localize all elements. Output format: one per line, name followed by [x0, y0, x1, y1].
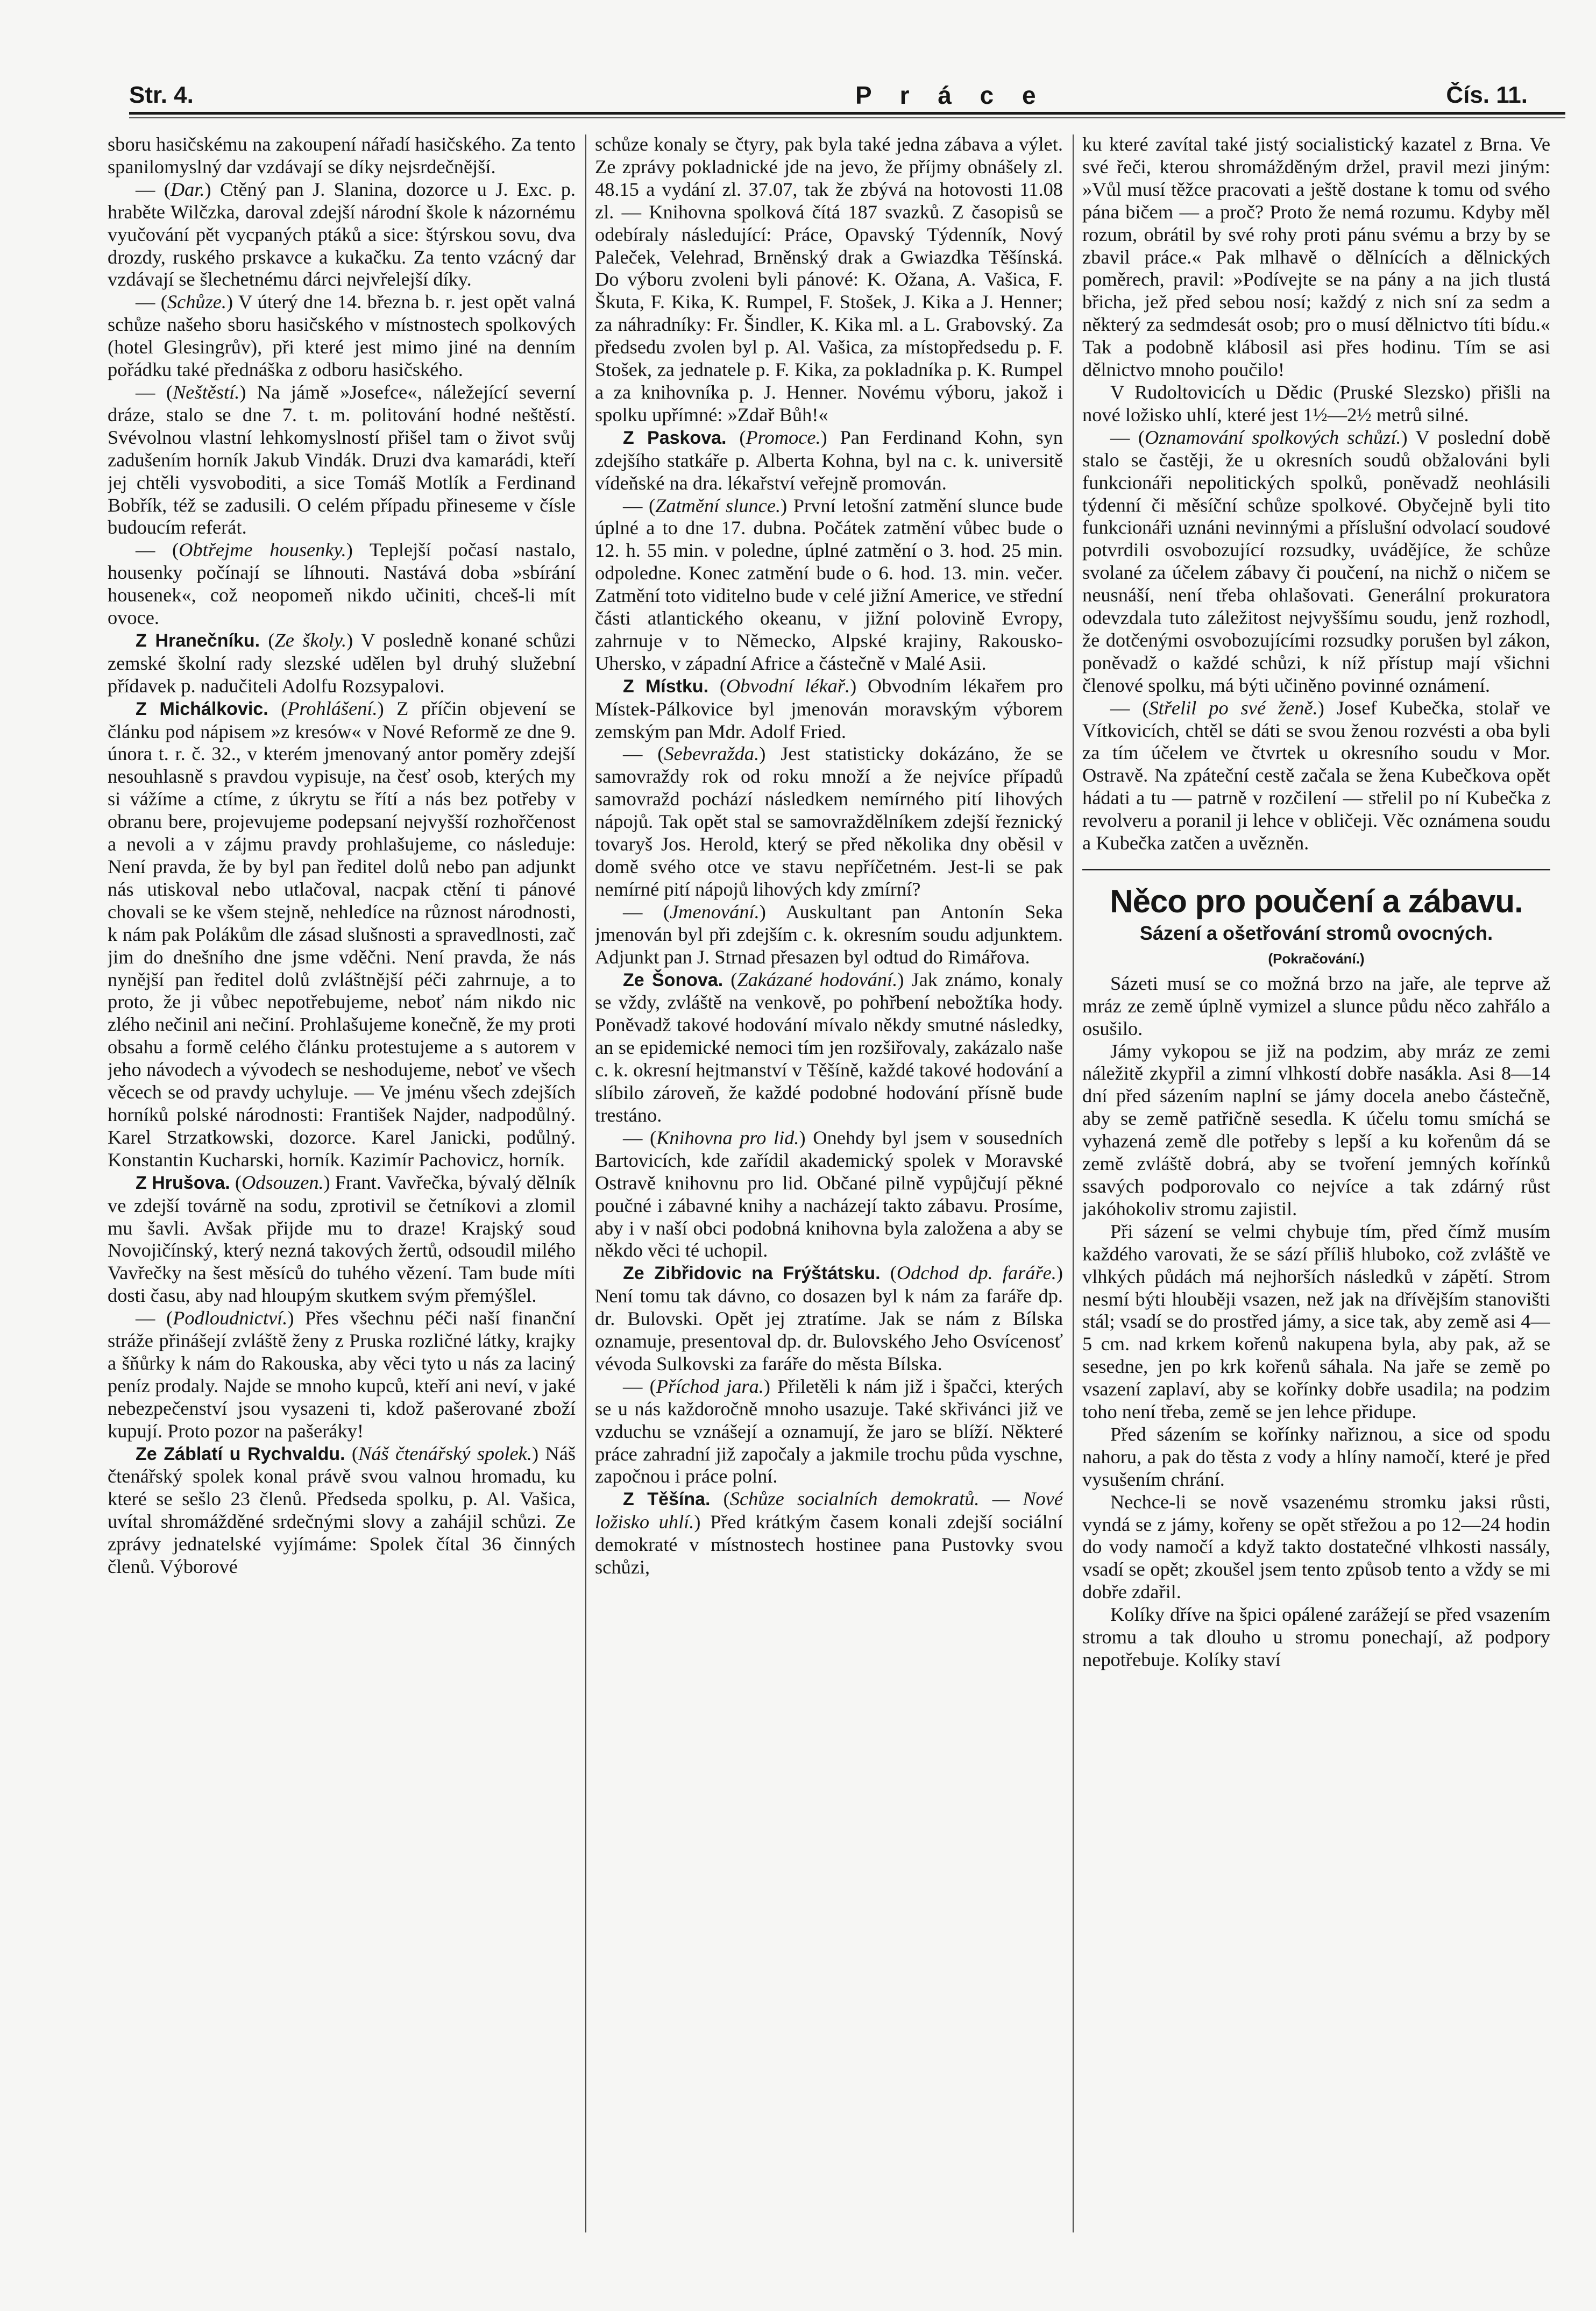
- place-heading: Z Paskova.: [623, 427, 727, 448]
- text-run: (: [880, 1262, 897, 1284]
- article-paragraph: [595, 1127, 1063, 1262]
- topic-title: Knihovna pro lid.: [656, 1126, 799, 1149]
- article-paragraph: [108, 539, 576, 629]
- column-1: [108, 133, 576, 2242]
- place-heading: Ze Šonova.: [623, 969, 723, 990]
- column-divider: [1073, 134, 1074, 2232]
- place-heading: Ze Zibřidovic na Frýštátsku.: [623, 1263, 881, 1284]
- page-header: [108, 81, 1571, 113]
- text-run: ) Náš čtenářský spolek konal právě svou valnou hromadu, ku které se sešlo 23 členů. Předseda spolku, p. Al. Vašica, uvítal shromážděné srdečnými slovy a zahájil schůzi. Ze zprávy jednatelské vyjímáme: Spolek čítal 36 činných členů. Výborové: [108, 1442, 576, 1578]
- column-2: [595, 133, 1063, 2242]
- place-heading: Z Hranečníku.: [136, 630, 260, 651]
- text-run: ku které zavítal také jistý socialistický kazatel z Brna. Ve své řeči, kterou shromážděným držel, pravil mezi jiným: »Vůl musí těžce pracovati a ještě dostane k tomu od svého pána bičem — a proč? Proto že nemá rozumu. Kdyby měl rozum, obrátil by své rohy proti pánu svému a brzy by se zbavil práce.« Pak mlhavě o dělnících a dělnických poměrech, pravil: »Podívejte se na pány a na jich tlustá břicha, jež před sebou nosí; každý z nich sní za sedm a některý za sedmdesát osob; pro o musí dělnictvo títi bídu.« Tak a podobně klábosil asi přes hodinu. Tím se asi dělnictvo mnoho poučilo!: [1082, 133, 1550, 381]
- text-run: ) Frant. Vavřečka, bývalý dělník ve zdejší továrně na sodu, zprotivil se četníkovi a zlomil mu šavli. Avšak přijde mu to draze! Krajský soud Novojičínský, který nezná takových žertů, odsoudil milého Vavřečky na šest měsíců do tuhého vězení. Tam bude míti dosti času, aby nad hloupým skutkem svým přemýšlel.: [108, 1171, 576, 1307]
- issue-number: Čís. 11.: [1446, 82, 1528, 108]
- topic-title: Zakázané hodování.: [737, 968, 898, 990]
- text-run: ) Ctěný pan J. Slanina, dozorce u J. Exc. p. hraběte Wilčzka, daroval zdejší národní škole k názornému vyučování pět vycpaných ptáků a sice: štýrskou sovu, dva drozdy, ruského prskavce a kukačku. Za tento vzácný dar vzdávají se šlechetnému dárci nejvřelejší díky.: [108, 178, 576, 290]
- topic-title: Příchod jara.: [656, 1375, 764, 1397]
- text-run: (: [710, 1488, 730, 1510]
- text-run: — (: [136, 178, 171, 200]
- text-run: sboru hasičskému na zakoupení nářadí hasičského. Za tento spanilomyslný dar vzdávají se díky nejsrdečnější.: [108, 133, 576, 178]
- topic-title: Oznamování spolkových schůzí.: [1144, 426, 1401, 448]
- text-run: ) Není tomu tak dávno, co dosazen byl k nám za faráře dp. dr. Bulovski. Opět jej ztratíme. Jak se nám z Bílska oznamuje, presentoval dp. dr. Bulovského Jeho Osvícenosť vévoda Sulkovski za faráře do města Bílska.: [595, 1262, 1063, 1374]
- text-run: ) Pan Ferdinand Kohn, syn zdejšího statkáře p. Alberta Kohna, byl na c. k. universitě vídeňské na dra. lékařství veřejně promován.: [595, 426, 1063, 494]
- article-paragraph: [108, 133, 576, 179]
- text-run: Kolíky dříve na špici opálené zarážejí se před vsazením stromu a tak dlouho u stromu ponechají, až podpory nepotřebuje. Kolíky staví: [1082, 1604, 1550, 1670]
- text-run: ) Přiletěli k nám již i špačci, kterých se u nás každoročně mnoho usazuje. Také skřivánci již ve vzduchu se vznášejí a oznamují, že jaro se blíží. Některé práce zahradní již započaly a jakmile trochu půda vyschne, započnou i práce polní.: [595, 1375, 1063, 1487]
- article-paragraph: [595, 743, 1063, 901]
- text-run: ) První letošní zatmění slunce bude úplné a to dne 17. dubna. Počátek zatmění vůbec bude o 12. h. 55 min. v poledne, úplné zatmění o 3. hod. 25 min. odpoledne. Konec zatmění bude o 6. hod. 13. min. večer. Zatmění toto viditelno bude v celé jižní Americe, ve střední části atlantického okeanu, v jižní polovině Evropy, zahrnuje v to Německo, Alpské krajiny, Rakousko-Uhersko, v západní Africe a částečně v Malé Asii.: [595, 494, 1063, 674]
- text-run: (: [726, 426, 746, 448]
- topic-title: Schůze socialních demokratů. — Nové ložisko uhlí.: [595, 1488, 1063, 1533]
- article-paragraph: [108, 381, 576, 539]
- topic-title: Náš čtenářský spolek.: [358, 1442, 532, 1464]
- text-run: ) Přes všechnu péči naší finanční stráže přinášejí zvláště ženy z Pruska rozličné látky, krajky a šňůrky k nám do Rakouska, aby věci tyto u nás za laciný peníz prodaly. Najde se mnoho kupců, kteří ani neví, v jaké nebezpečenství jsou vysazeni ti, kdož pašerované zboží kupují. Proto pozor na pašeráky!: [108, 1307, 576, 1442]
- text-run: Sázeti musí se co možná brzo na jaře, ale teprve až mráz ze země úplně vymizel a slunce půdu něco zahřálo a osušilo.: [1082, 972, 1550, 1039]
- topic-title: Schůze.: [167, 291, 227, 313]
- place-heading: Z Těšína.: [623, 1489, 711, 1510]
- text-run: ) V úterý dne 14. března b. r. jest opět valná schůze našeho sboru hasičského v místnostech spolkových (hotel Glesingrův), při které jest mimo jiné na denním pořádku také přednáška z odboru hasičského.: [108, 291, 576, 381]
- text-run: — (: [136, 1307, 173, 1329]
- article-paragraph: [1082, 427, 1550, 697]
- topic-title: Odchod dp. faráře.: [896, 1262, 1056, 1284]
- text-run: ) V poslední době stalo se častěji, že u okresních soudů obžalováni byli funkcionáři nepolitických spolků, poněvadž neohlásili týdenní či měsíční schůze spolkové. Obyčejně byli tito funkcionáři uznáni nevinnými a příslušní odvolací soudové potvrdili osvobozující rozsudky, uvádějíce, že schůze svolané za účelem zábavy či poučení, na nichž o ničem se neusnáší, není třeba ohlašovati. Generální prokuratora odevzdala tuto záležitost nejvyššímu soudu, jenž rozhodl, že dotčenými osvobozujícími rozsudky porušen byl zákon, poněvadž o každé schůzi, k níž přístup mají všichni členové spolku, má býti učiněno povinné oznámení.: [1082, 426, 1550, 696]
- section-rule: [1082, 869, 1550, 870]
- article-paragraph: [595, 427, 1063, 495]
- article-paragraph: [595, 133, 1063, 427]
- article-paragraph: [595, 1488, 1063, 1579]
- page-number: Str. 4.: [129, 82, 194, 108]
- text-run: — (: [623, 1375, 656, 1397]
- article-paragraph: [1082, 1604, 1550, 1671]
- text-run: Při sázení se velmi chybuje tím, před čímž musím každého varovati, že se sází příliš hluboko, což zvláště ve vlhkých půdách má nejhorších následků v zápětí. Strom nesmí býti hlouběji vsazen, než jak na dřívějším stanovišti stál; vsadí se do prostřed jámy, a sice tak, aby země asi 4—5 cm. nad krkem kořenů nakupena byla, aby pak, až se sesedne, jen po krk kořenů sáhala. Na jaře se země po vsazení zaplaví, aby se kořínky dobře usadila; na podzim toho není třeba, země se jen lehce přidupe.: [1082, 1220, 1550, 1423]
- place-heading: Ze Záblatí u Rychvaldu.: [136, 1443, 345, 1464]
- section-subtitle: Sázení a ošetřování stromů ovocných.: [1139, 922, 1493, 944]
- text-run: — (: [136, 291, 167, 313]
- article-paragraph: [108, 291, 576, 381]
- article-paragraph: [108, 1307, 576, 1442]
- article-paragraph: [1082, 1221, 1550, 1423]
- text-run: — (: [623, 743, 664, 765]
- text-run: — (: [623, 901, 670, 923]
- article-paragraph: [108, 629, 576, 698]
- text-run: ) Obvodním lékařem pro Místek-Pálkovice byl jmenován moravským výborem zemským pan Mdr. Adolf Fried.: [595, 675, 1063, 742]
- text-run: schůze konaly se čtyry, pak byla také jedna zábava a výlet. Ze zprávy pokladnické jde na jevo, že příjmy obnášely zl. 48.15 a vydání zl. 37.07, tak že zbývá na hotovosti 11.08 zl. — Knihovna spolková čítá 187 svazků. Z časopisů se odebíraly následující: Práce, Opavský Týdenník, Nový Paleček, Velehrad, Brněnský drak a Gwiazdka Těšínská. Do výboru zvoleni byli pánové: K. Ožana, A. Vašica, F. Škuta, F. Kika, K. Rumpel, F. Stošek, J. Kika a J. Henner; za náhradníky: Fr. Šindler, K. Kika ml. a L. Grabovský. Za předsedu zvolen byl p. Al. Vašica, za místopředsedu p. F. Stošek, za jednatele p. F. Kika, za pokladníka p. K. Rumpel a za knihovníka p. J. Henner. Novému výboru, jakož i spolku upřímné: »Zdař Bůh!«: [595, 133, 1063, 426]
- column-3-body-bottom: [1082, 973, 1550, 1671]
- article-paragraph: [108, 1172, 576, 1307]
- article-paragraph: [108, 698, 576, 1172]
- text-run: — (: [136, 381, 173, 403]
- column-3-body-top: [1082, 133, 1550, 855]
- article-paragraph: [1082, 697, 1550, 855]
- text-run: Jámy vykopou se již na podzim, aby mráz ze zemi náležitě zkypřil a zimní vlhkostí dobře nasákla. Asi 8—14 dní před sázením naplní se jámy docela anebo částečně, aby se země patřičně sesedla. K účelu tomu smíchá se vyhazená země dle potřeby s lepší a ku kořenům dá se země zvláště dobrá, aby se tvoření jemných kořínků ssavých podporovalo co nejvíce a tak zdárný růst jakóhokoliv stromu zajistil.: [1082, 1040, 1550, 1220]
- text-run: — (: [136, 539, 179, 561]
- text-run: — (: [623, 494, 656, 516]
- article-paragraph: [595, 1262, 1063, 1376]
- text-run: ) Na jámě »Josefce«, náležející severní dráze, stalo se dne 7. t. m. politování hodné neštěstí. Svévolnou vlastní lehkomyslností přišel tam o život svůj zadušením horník Jakub Vindák. Druzi dva kamarádi, kteří jej chtěli vysvoboditi, a sice Tomáš Motlík a Ferdinand Bobřík, též se zadusili. O celém případu přineseme v čísle budoucím referát.: [108, 381, 576, 538]
- header-rule: [129, 112, 1565, 115]
- header-rule-thin: [129, 117, 1565, 118]
- column-3: [1082, 133, 1550, 2242]
- text-run: — (: [1110, 697, 1149, 719]
- article-paragraph: [595, 1376, 1063, 1488]
- topic-title: Podloudnictví.: [173, 1307, 288, 1329]
- text-run: ) V posledně konané schůzi zemské školní rady slezské udělen byl druhý služební přídavek p. nadučiteli Adolfu Rozsypalovi.: [108, 629, 576, 697]
- article-paragraph: [108, 179, 576, 292]
- article-paragraph: [595, 675, 1063, 743]
- article-paragraph: [1082, 1423, 1550, 1491]
- place-heading: Z Hrušova.: [136, 1172, 230, 1193]
- topic-title: Střelil po své ženě.: [1148, 697, 1318, 719]
- topic-title: Obvodní lékař.: [726, 675, 850, 697]
- text-run: (: [268, 697, 288, 719]
- text-run: (: [723, 968, 737, 990]
- column-divider: [585, 134, 586, 2232]
- article-paragraph: [595, 495, 1063, 675]
- topic-title: Sebevražda.: [664, 743, 760, 765]
- place-heading: Z Místku.: [623, 676, 709, 697]
- text-run: ) Onehdy byl jsem v sousedních Bartovicích, kde zařídil akademický spolek v Moravské Ostravě knihovnu pro lid. Občané pilně vypůjčují pěkné poučné i zábavné knihy a nacházejí takto zábavu. Prosíme, aby i v naší obci podobná knihovna byla založena a aby se někdo věci té uchopil.: [595, 1126, 1063, 1261]
- article-paragraph: [1082, 973, 1550, 1040]
- column-2-body: [595, 133, 1063, 1579]
- place-heading: Z Michálkovic.: [136, 698, 268, 719]
- topic-title: Odsouzen.: [242, 1171, 324, 1193]
- newspaper-title: P r á c e: [855, 81, 1047, 109]
- article-paragraph: [595, 901, 1063, 969]
- topic-title: Dar.: [170, 178, 205, 200]
- text-run: — (: [1110, 426, 1145, 448]
- topic-title: Obtřejme housenky.: [179, 539, 346, 561]
- text-run: ) Josef Kubečka, stolař ve Vítkovicích, chtěl se dáti se svou ženou rozvésti a oba byli za tím účelem ve čtvrtek u okresního soudu v Mor. Ostravě. Na zpáteční cestě začala se žena Kubečkova opět hádati a tu — patrně v rozčilení — střelil po ní Kubečka z revolveru a poranil ji lehce v obličeji. Věc oznámena soudu a Kubečka zatčen a uvězněn.: [1082, 697, 1550, 854]
- article-paragraph: [1082, 381, 1550, 427]
- topic-title: Neštěstí.: [172, 381, 240, 403]
- topic-title: Prohlášení.: [287, 697, 378, 719]
- text-run: (: [708, 675, 727, 697]
- column-1-body: [108, 133, 576, 1578]
- text-run: ) Jest statisticky dokázáno, že se samovraždy rok od roku množí a že nejvíce případů samovražd pochází následkem nemírného pití lihových nápojů. Tak opět stal se samovraždělníkem zdejší řeznický tovaryš Jos. Herold, který se před několika dny oběsil v domě svého otce ve stavu nepříčetném. Jest-li se pak nemírné pití nápojů lihových kdy zmírní?: [595, 743, 1063, 900]
- text-run: ) Auskultant pan Antonín Seka jmenován byl při zdejším c. k. okresním soudu adjunktem. Adjunkt pan J. Strnad přesazen byl odtud do Rimářova.: [595, 901, 1063, 968]
- article-paragraph: [1082, 1491, 1550, 1604]
- continuation-note: (Pokračování.): [1268, 950, 1365, 967]
- text-run: ) Před krátkým časem konali zdejší sociální demokraté v místnostech hostinee pana Pustovky svou schůzi,: [595, 1511, 1063, 1578]
- text-run: ) Z příčin objevení se článku pod nápisem »z kresów« v Nové Reformě ze dne 9. února t. r. č. 32., v kterém jmenovaný antor poměry zdejší nesouhlasně s pravdou vypisuje, na česť osob, kterých my si vážíme a ctíme, z úkrytu se řítí a nás bez potřeby v obranu bere, projevujeme podepsaní nejvyšší rozhořčenost a nevoli a v zájmu pravdy prohlašujeme, co následuje: Není pravda, že by byl pan ředitel dolů nebo pan adjunkt nás utiskoval nebo utlačoval, nacpak ctění ti pánové chovali se ke všem stejně, nehledíce na různost národnosti, k nám pak Polákům dle zásad slušnosti a spravedlnosti, zač jim do dnešního dne jsme vděčni. Není pravda, že nás nynější pan ředitel dolů zvláštnější péči zahrnuje, a to proto, že ji vůbec nepotřebujeme, neboť nám nikdo nic zlého nečinil ani nečiní. Prohlašujeme konečně, že my proti obsahu a formě celého článku protestujeme a s autorem v jeho návodech a vývodech se neshodujeme, neboť ve všech věcech se od pravdy uchyluje. — Ve jménu všech zdejších horníků polské národnosti: František Najder, nadpodůlný. Karel Strzatkowski, dozorce. Karel Janicki, podůlný. Konstantin Kucharski, horník. Kazimír Pachovicz, horník.: [108, 697, 576, 1171]
- article-paragraph: [1082, 1040, 1550, 1221]
- text-run: — (: [623, 1126, 657, 1149]
- text-run: ) Jak známo, konaly se vždy, zvláště na venkově, po pohřbení nebožtíka hody. Poněvadž takové hodování mívalo někdy smutné následky, an se epidemické nemoci tím jen rozšiřovaly, zakázalo naše c. k. okresní hejtmanství v Těšíně, každé takové hodování a slíbilo zároveň, že každé podobné hodování přísně bude trestáno.: [595, 968, 1063, 1126]
- topic-title: Promoce.: [746, 426, 821, 448]
- section-title: Něco pro poučení a zábavu.: [1110, 883, 1523, 919]
- text-run: V Rudoltovicích u Dědic (Pruské Slezsko) přišli na nové ložisko uhlí, které jest 1½—2½ metrů silné.: [1082, 381, 1550, 426]
- text-run: Nechce-li se nově vsazenému stromku jaksi růsti, vyndá se z jámy, kořeny se opět střežou a po 12—24 hodin do vody namočí a když takto dostatečné vlhkosti nassály, vsadí se opět; zkoušel jsem tento způsob tento a vždy se mi dobře zdařil.: [1082, 1491, 1550, 1603]
- text-run: (: [230, 1171, 242, 1193]
- text-run: ) Teplejší počasí nastalo, housenky počínají se líhnouti. Nastává doba »sbírání housenek«, což neopomeň nikdo učiniti, chceš-li mít ovoce.: [108, 539, 576, 629]
- topic-title: Ze školy.: [274, 629, 347, 651]
- article-paragraph: [595, 969, 1063, 1127]
- topic-title: Zatmění slunce.: [655, 494, 781, 516]
- text-run: (: [345, 1442, 359, 1464]
- article-paragraph: [108, 1443, 576, 1578]
- topic-title: Jmenování.: [670, 901, 760, 923]
- text-run: (: [260, 629, 275, 651]
- text-run: Před sázením se kořínky nařiznou, a sice od spodu nahoru, a pak do těsta z vody a hlíny namočí, které je před vysušením chrání.: [1082, 1423, 1550, 1490]
- article-paragraph: [1082, 133, 1550, 381]
